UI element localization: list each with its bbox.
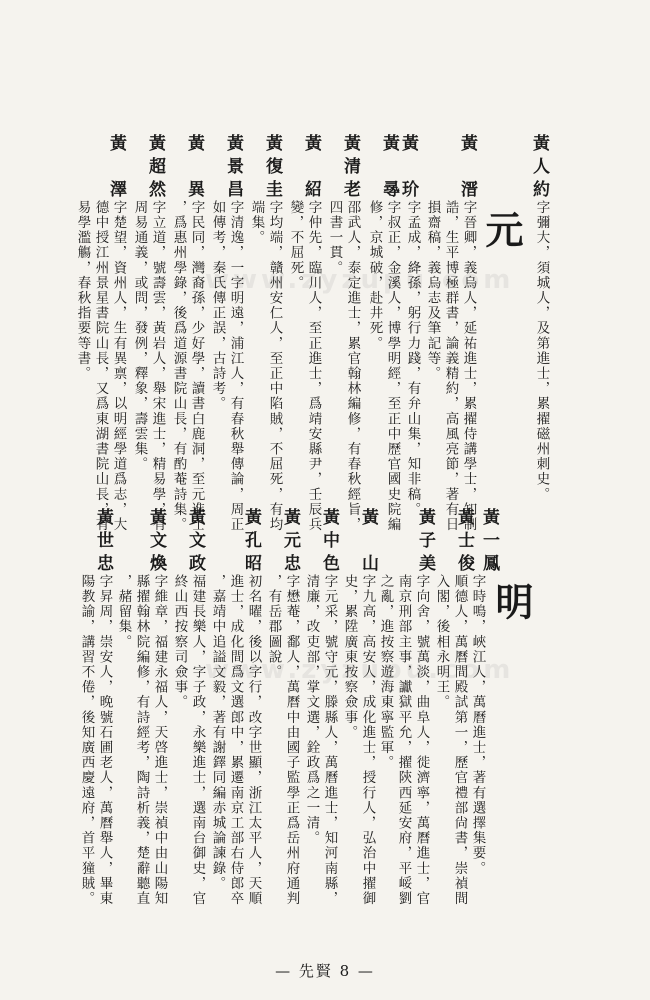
entry-name: 黃 紹 [301, 134, 321, 203]
entry-text: 字清逸，一字明遠，浦江人，有春秋舉傳論，周正 [227, 200, 244, 533]
entry-text: 順德人，萬曆間殿試第一，歷官禮部尙書，崇禎間 [451, 574, 468, 907]
entry-name: 黃 山 [358, 508, 378, 577]
entry-name: 黃超然 [145, 134, 165, 203]
entry-text: 字維章，福建永福人，天啓進士，崇禎中由山陽知 [151, 574, 168, 907]
entry-text: 易學濫觴，春秋指要等書。 [74, 200, 91, 382]
entry-text: 字叔正，金溪人，博學明經，至正中歷官國史院編 [384, 200, 401, 533]
entry-text: 字仲先，臨川人，至正進士，爲靖安縣尹，壬辰兵 [305, 200, 322, 533]
entry-name: 黃 㝷 [379, 134, 399, 203]
entry-name: 黃 異 [184, 134, 204, 203]
entry-text: 字均端，贛州安仁人，至正中陷賊，不屈死，有均 [266, 200, 283, 533]
entry-text: 字民同，灣裔孫，少好學，讀書白鹿洞，至元進士 [188, 200, 205, 533]
entry-name: 黃復圭 [262, 134, 282, 203]
entry-name: 黃 澤 [106, 134, 126, 203]
entry-text: 字時鳴，峽江人，萬曆進士，著有選擇集要。 [469, 574, 486, 876]
entry-text: ，有岳郡圖說。 [265, 574, 282, 680]
entry-text: 字孟成，絳孫，躬行力踐，有弁山集，知非稿。 [404, 200, 421, 518]
entry-text: 端集。 [248, 200, 265, 246]
entry-text: 修，京城破，赴井死。 [366, 200, 383, 351]
entry-text: 損齋稿，義烏志及筆記等。 [424, 200, 441, 382]
entry-text: 福建長樂人，字子政，永樂進士，選南台御史，官 [189, 574, 206, 907]
entry-name: 黃子美 [415, 508, 435, 577]
entry-text: 字元采，號守元，滕縣人，萬曆進士，知河南縣， [321, 574, 338, 907]
entry-name: 黃人約 [529, 134, 549, 203]
entry-text: 南京刑部主事，讞獄平允，擢陝西延安府，平㟎劉 [395, 574, 412, 907]
entry-text: 初名曜，後以字行，改字世顯，浙江太平人，天順 [245, 574, 262, 907]
entry-text: 四書一貫。 [326, 200, 343, 276]
entry-text: 周易通義，或問，發例，釋象，壽雲集。 [131, 200, 148, 472]
dynasty-heading-ming: 明 [489, 582, 534, 620]
entry-text: 字立道，號壽雲，黃岩人，舉宋進士，精易學，有 [149, 200, 166, 533]
entry-text: 入閣，後相永明王。 [433, 574, 450, 710]
entry-name: 黃景昌 [223, 134, 243, 203]
watermark: www.zyzupu.com [205, 655, 515, 685]
entry-text: 縣擢翰林院編修，有詩經考，陶詩析義，楚辭聽直 [133, 574, 150, 907]
entry-text: 字向舍，號萬淡，曲阜人，徙濟寧，萬曆進士，官 [413, 574, 430, 907]
entry-name: 黃元忠 [280, 508, 300, 577]
entry-name: 黃中色 [319, 508, 339, 577]
entry-text: 德中授江州景星書院山長，又爲東湖書院山長，有 [92, 200, 109, 533]
entry-name: 黃 溍 [457, 134, 477, 203]
entry-text: 之亂，進按察遊海東寧監軍。 [377, 574, 394, 771]
entry-text: 史，累陞廣東按察僉事。 [341, 574, 358, 741]
entry-name: 黃世忠 [93, 508, 113, 577]
entry-text: 誥，生平博極群書，論義精約，高風亮節，著有日 [442, 200, 459, 533]
entry-text: 字懋菴，鄱人，萬曆中由國子監學正爲岳州府通判 [283, 574, 300, 907]
entry-text: 字晉卿，義烏人，延祐進士，累擢侍講學士，知制 [460, 200, 477, 533]
entry-text: ，嘉靖中追謚文毅，著有謝鐸同編赤城論諫錄。 [209, 574, 226, 892]
entry-text: 終山西按察司僉事。 [171, 574, 188, 710]
entry-text: 字彌大，須城人，及第進士，累擢磁州刺史。 [533, 200, 550, 502]
entry-text: ，赭留集。 [115, 574, 132, 650]
entry-name: 黃文煥 [146, 508, 166, 577]
entry-text: 清廉，改吏部，掌文選，銓政爲之一清。 [303, 574, 320, 846]
entry-text: 字昇周，崇安人，晚號石圃老人，萬曆舉人，畢東 [96, 574, 113, 907]
entry-text: 字楚望，資州人，生有異禀，以明經學道爲志，大 [110, 200, 127, 533]
entry-name: 黃一鳳 [479, 508, 499, 577]
entry-text: 字九高，高安人，成化進士，授行人，弘治中擢御 [359, 574, 376, 907]
page-footer: — 先賢 8 — [275, 962, 375, 980]
entry-text: 進士，成化間爲文選郎中，累遷南京工部右侍郎卒 [227, 574, 244, 907]
entry-name: 黃文政 [185, 508, 205, 577]
entry-text: 陽教諭，講習不倦，後知廣西慶遠府，首平獞賊。 [78, 574, 95, 907]
entry-name: 黃 玠 [398, 134, 418, 203]
watermark: www.zyzupu.com [205, 265, 515, 295]
entry-text: 邵武人，泰定進士，累官翰林編修，有春秋經旨， [344, 200, 361, 533]
entry-text: 變，不屈死。 [287, 200, 304, 291]
entry-name: 黃士俊 [454, 508, 474, 577]
entry-text: 如傳考，秦氏傳正誤，古詩考。 [209, 200, 226, 412]
dynasty-heading-yuan: 元 [479, 210, 524, 248]
entry-text: ，爲惠州學錄，後爲道源書院山長，有酌菴詩集。 [170, 200, 187, 533]
entry-name: 黃清老 [340, 134, 360, 203]
entry-name: 黃孔昭 [241, 508, 261, 577]
